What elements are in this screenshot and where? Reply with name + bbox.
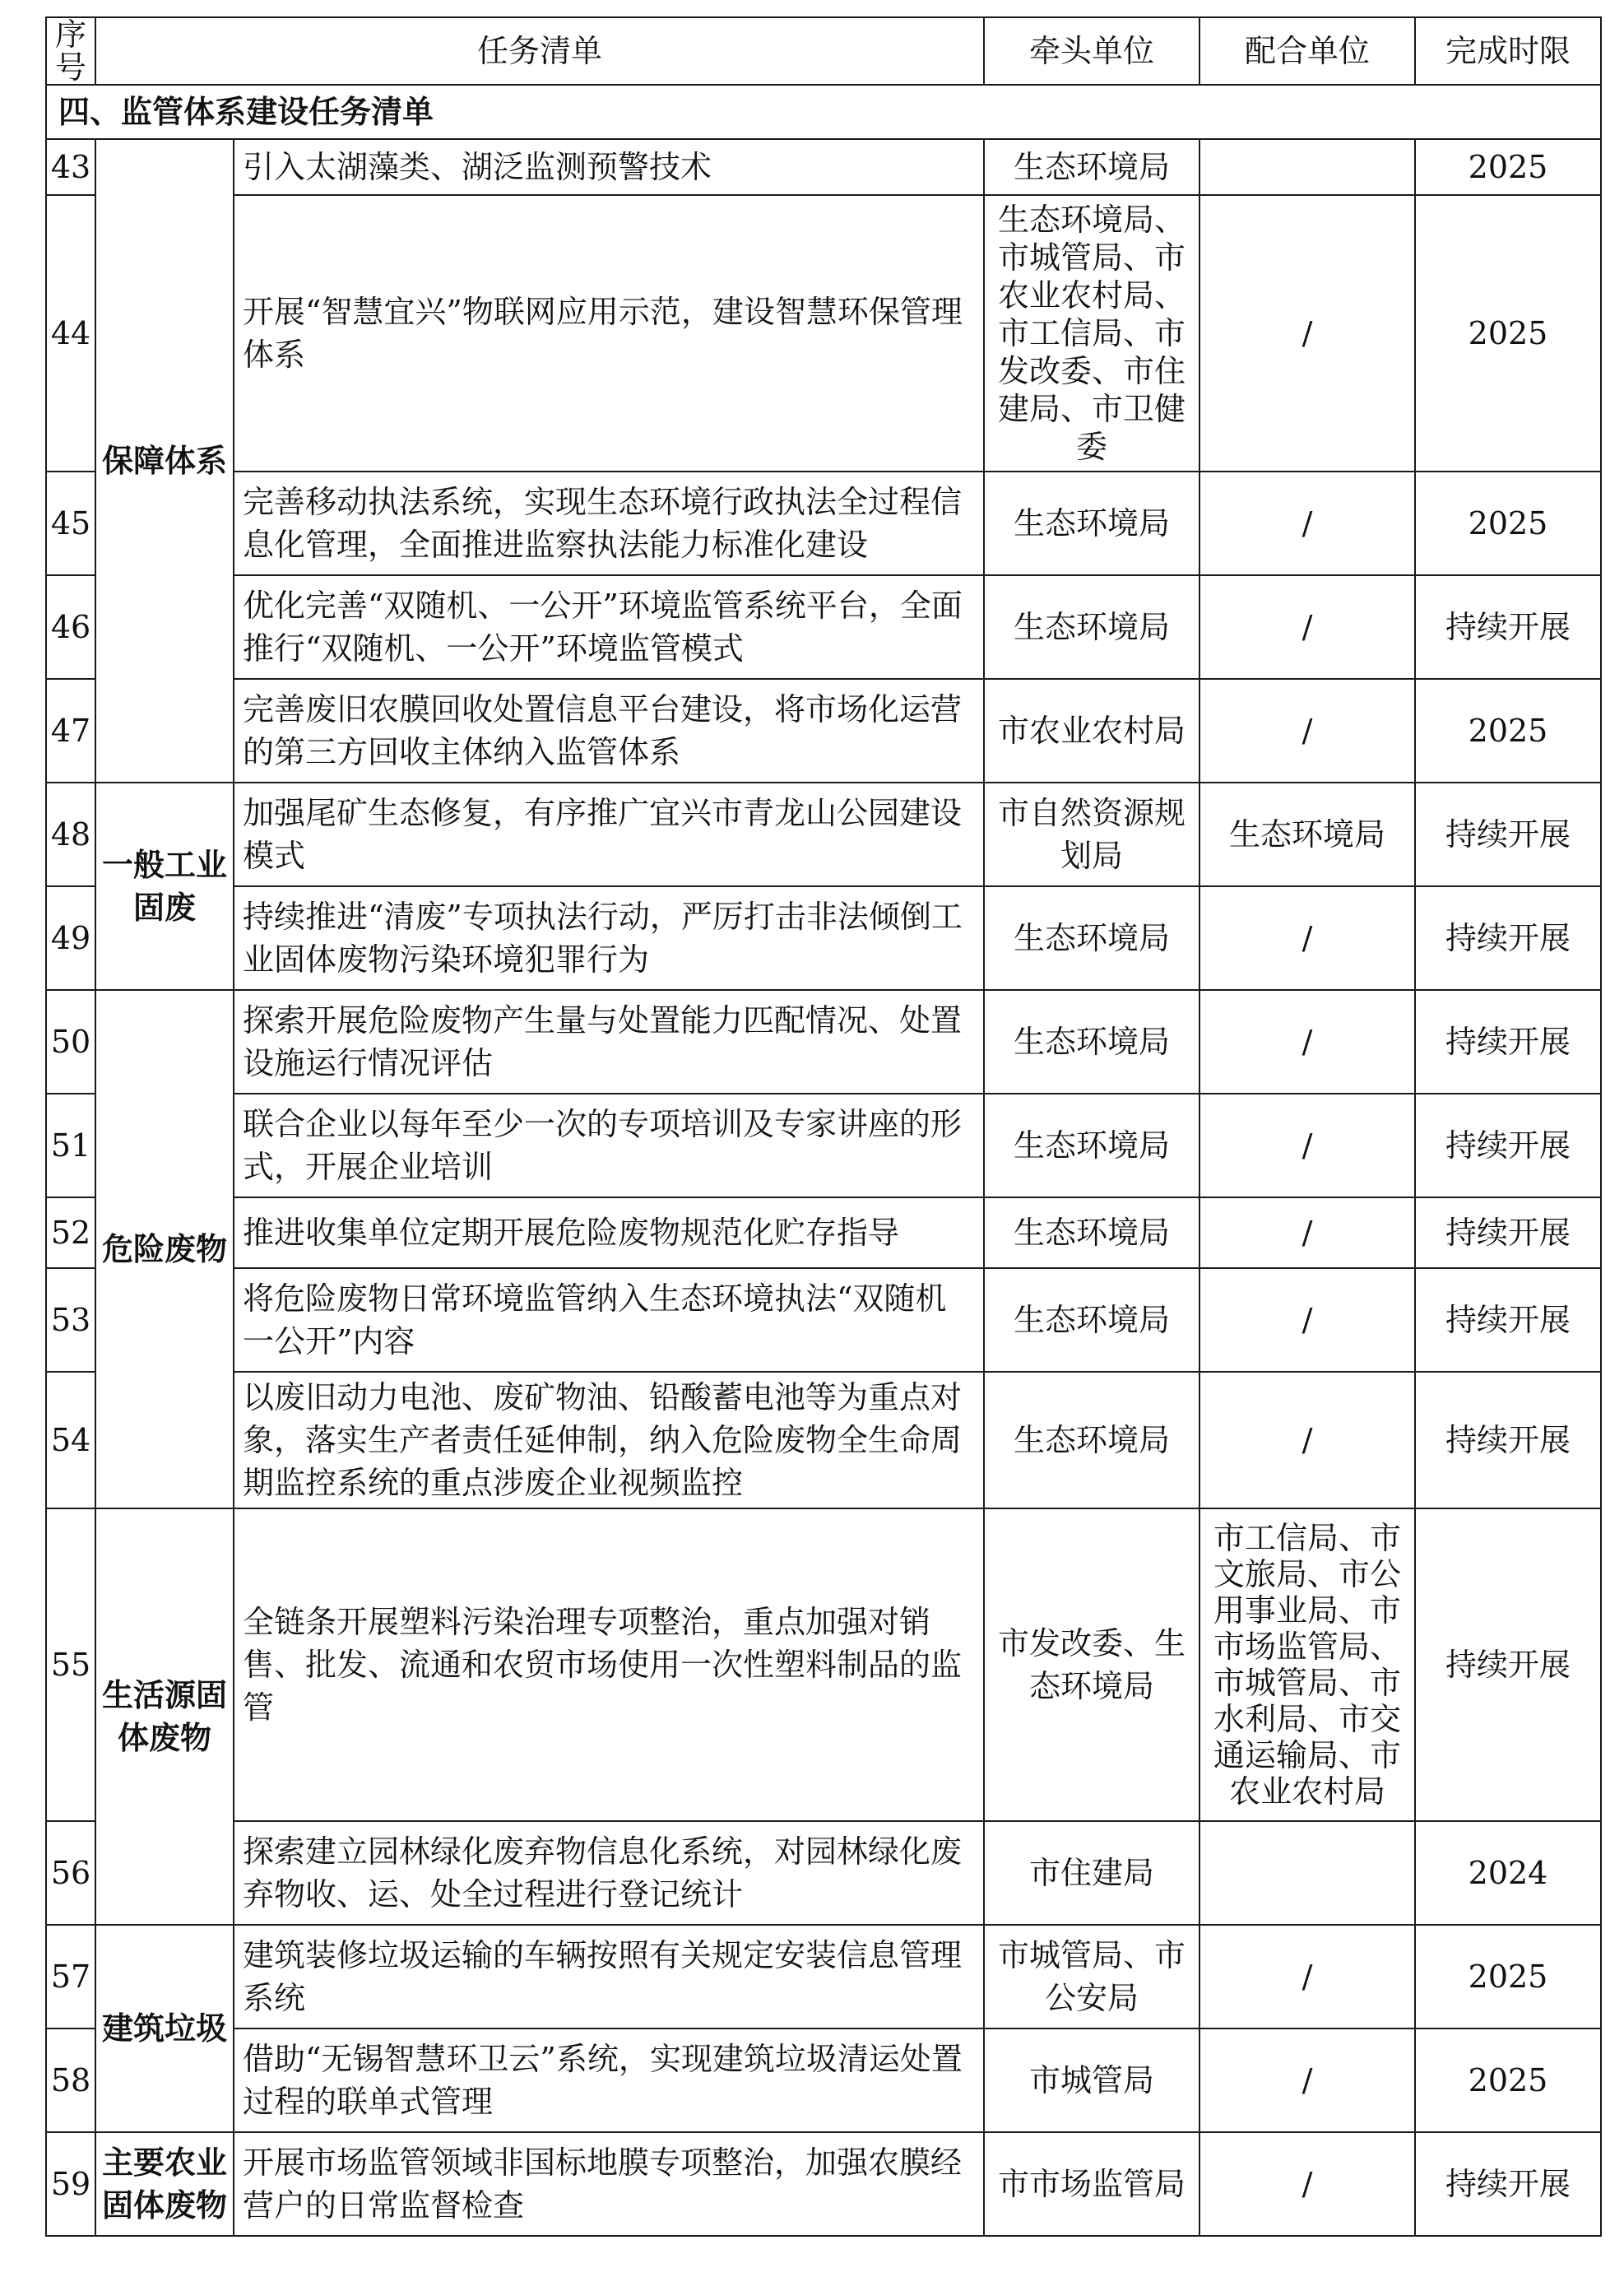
table-row xyxy=(46,1508,1601,1821)
category-cell: 保障体系 xyxy=(95,139,234,783)
row-number: 53 xyxy=(46,1268,95,1372)
deadline: 持续开展 xyxy=(1415,990,1601,1094)
coop-unit: / xyxy=(1199,1094,1415,1197)
table-row xyxy=(46,195,1601,472)
lead-unit: 市住建局 xyxy=(984,1821,1199,1925)
lead-unit: 生态环境局 xyxy=(984,1372,1199,1508)
header-task: 任务清单 xyxy=(95,17,984,85)
lead-unit: 市市场监管局 xyxy=(984,2132,1199,2236)
coop-unit: / xyxy=(1199,2028,1415,2132)
row-number: 51 xyxy=(46,1094,95,1197)
table-row xyxy=(46,1925,1601,2028)
row-number: 50 xyxy=(46,990,95,1094)
deadline: 持续开展 xyxy=(1415,1372,1601,1508)
row-number: 58 xyxy=(46,2028,95,2132)
lead-unit: 生态环境局 xyxy=(984,1197,1199,1268)
category-cell: 主要农业固体废物 xyxy=(95,2132,234,2236)
lead-unit: 市城管局、市公安局 xyxy=(984,1925,1199,2028)
header-num: 序号 xyxy=(46,17,95,85)
coop-unit: 生态环境局 xyxy=(1199,783,1415,886)
task-text: 推进收集单位定期开展危险废物规范化贮存指导 xyxy=(234,1197,984,1268)
row-number: 47 xyxy=(46,679,95,783)
lead-unit: 市自然资源规划局 xyxy=(984,783,1199,886)
table-row xyxy=(46,679,1601,783)
task-table xyxy=(45,16,1602,2237)
row-number: 55 xyxy=(46,1508,95,1821)
section-title: 四、监管体系建设任务清单 xyxy=(46,85,1601,139)
lead-unit: 市发改委、生态环境局 xyxy=(984,1508,1199,1821)
task-text: 以废旧动力电池、废矿物油、铅酸蓄电池等为重点对象，落实生产者责任延伸制，纳入危险废物全生命周期监控系统的重点涉废企业视频监控 xyxy=(234,1372,984,1508)
row-number: 52 xyxy=(46,1197,95,1268)
deadline: 持续开展 xyxy=(1415,1508,1601,1821)
deadline: 持续开展 xyxy=(1415,575,1601,679)
deadline: 持续开展 xyxy=(1415,1268,1601,1372)
coop-unit: / xyxy=(1199,195,1415,472)
table-row xyxy=(46,1372,1601,1508)
task-text: 将危险废物日常环境监管纳入生态环境执法“双随机一公开”内容 xyxy=(234,1268,984,1372)
coop-unit: / xyxy=(1199,1925,1415,2028)
table-row xyxy=(46,472,1601,575)
table-row xyxy=(46,990,1601,1094)
task-text: 借助“无锡智慧环卫云”系统，实现建筑垃圾清运处置过程的联单式管理 xyxy=(234,2028,984,2132)
row-number: 45 xyxy=(46,472,95,575)
category-cell: 一般工业固废 xyxy=(95,783,234,990)
coop-unit: / xyxy=(1199,886,1415,990)
category-cell: 危险废物 xyxy=(95,990,234,1508)
deadline: 2025 xyxy=(1415,472,1601,575)
deadline: 持续开展 xyxy=(1415,886,1601,990)
lead-unit: 生态环境局 xyxy=(984,1268,1199,1372)
table-row xyxy=(46,2132,1601,2236)
row-number: 57 xyxy=(46,1925,95,2028)
deadline: 2025 xyxy=(1415,139,1601,195)
task-text: 优化完善“双随机、一公开”环境监管系统平台，全面推行“双随机、一公开”环境监管模式 xyxy=(234,575,984,679)
deadline: 持续开展 xyxy=(1415,1197,1601,1268)
lead-unit: 生态环境局 xyxy=(984,139,1199,195)
coop-unit: / xyxy=(1199,990,1415,1094)
task-text: 全链条开展塑料污染治理专项整治，重点加强对销售、批发、流通和农贸市场使用一次性塑料制品的监管 xyxy=(234,1508,984,1821)
lead-unit: 生态环境局 xyxy=(984,575,1199,679)
table-row xyxy=(46,575,1601,679)
table-row xyxy=(46,2028,1601,2132)
lead-unit: 生态环境局 xyxy=(984,1094,1199,1197)
coop-unit: / xyxy=(1199,1372,1415,1508)
row-number: 46 xyxy=(46,575,95,679)
deadline: 2025 xyxy=(1415,679,1601,783)
header-deadline: 完成时限 xyxy=(1415,17,1601,85)
task-text: 加强尾矿生态修复，有序推广宜兴市青龙山公园建设模式 xyxy=(234,783,984,886)
table-row xyxy=(46,1268,1601,1372)
coop-unit xyxy=(1199,139,1415,195)
header-row xyxy=(46,17,1601,85)
category-cell: 生活源固体废物 xyxy=(95,1508,234,1925)
task-text: 探索建立园林绿化废弃物信息化系统，对园林绿化废弃物收、运、处全过程进行登记统计 xyxy=(234,1821,984,1925)
lead-unit: 生态环境局 xyxy=(984,472,1199,575)
coop-unit: 市工信局、市文旅局、市公用事业局、市市场监管局、市城管局、市水利局、市交通运输局、市农业农村局 xyxy=(1199,1508,1415,1821)
lead-unit: 市城管局 xyxy=(984,2028,1199,2132)
coop-unit: / xyxy=(1199,1197,1415,1268)
task-text: 完善移动执法系统，实现生态环境行政执法全过程信息化管理，全面推进监察执法能力标准化建设 xyxy=(234,472,984,575)
coop-unit: / xyxy=(1199,2132,1415,2236)
deadline: 2025 xyxy=(1415,1925,1601,2028)
table-row xyxy=(46,139,1601,195)
deadline: 2025 xyxy=(1415,195,1601,472)
task-text: 持续推进“清废”专项执法行动，严厉打击非法倾倒工业固体废物污染环境犯罪行为 xyxy=(234,886,984,990)
table-row xyxy=(46,1094,1601,1197)
coop-unit: / xyxy=(1199,472,1415,575)
row-number: 56 xyxy=(46,1821,95,1925)
table-row xyxy=(46,1197,1601,1268)
task-text: 完善废旧农膜回收处置信息平台建设，将市场化运营的第三方回收主体纳入监管体系 xyxy=(234,679,984,783)
task-text: 探索开展危险废物产生量与处置能力匹配情况、处置设施运行情况评估 xyxy=(234,990,984,1094)
table-row xyxy=(46,783,1601,886)
header-coop: 配合单位 xyxy=(1199,17,1415,85)
row-number: 54 xyxy=(46,1372,95,1508)
header-lead: 牵头单位 xyxy=(984,17,1199,85)
lead-unit: 生态环境局 xyxy=(984,990,1199,1094)
deadline: 持续开展 xyxy=(1415,783,1601,886)
row-number: 49 xyxy=(46,886,95,990)
table-row xyxy=(46,886,1601,990)
deadline: 持续开展 xyxy=(1415,2132,1601,2236)
lead-unit: 市农业农村局 xyxy=(984,679,1199,783)
task-text: 联合企业以每年至少一次的专项培训及专家讲座的形式，开展企业培训 xyxy=(234,1094,984,1197)
section-row xyxy=(46,85,1601,139)
coop-unit: / xyxy=(1199,575,1415,679)
task-text: 开展“智慧宜兴”物联网应用示范，建设智慧环保管理体系 xyxy=(234,195,984,472)
coop-unit: / xyxy=(1199,1268,1415,1372)
coop-unit: / xyxy=(1199,679,1415,783)
row-number: 44 xyxy=(46,195,95,472)
coop-unit xyxy=(1199,1821,1415,1925)
row-number: 48 xyxy=(46,783,95,886)
task-text: 建筑装修垃圾运输的车辆按照有关规定安装信息管理系统 xyxy=(234,1925,984,2028)
row-number: 43 xyxy=(46,139,95,195)
deadline: 持续开展 xyxy=(1415,1094,1601,1197)
lead-unit: 生态环境局、市城管局、市农业农村局、市工信局、市发改委、市住建局、市卫健委 xyxy=(984,195,1199,472)
category-cell: 建筑垃圾 xyxy=(95,1925,234,2132)
lead-unit: 生态环境局 xyxy=(984,886,1199,990)
task-text: 引入太湖藻类、湖泛监测预警技术 xyxy=(234,139,984,195)
deadline: 2025 xyxy=(1415,2028,1601,2132)
task-text: 开展市场监管领域非国标地膜专项整治，加强农膜经营户的日常监督检查 xyxy=(234,2132,984,2236)
table-row xyxy=(46,1821,1601,1925)
row-number: 59 xyxy=(46,2132,95,2236)
deadline: 2024 xyxy=(1415,1821,1601,1925)
